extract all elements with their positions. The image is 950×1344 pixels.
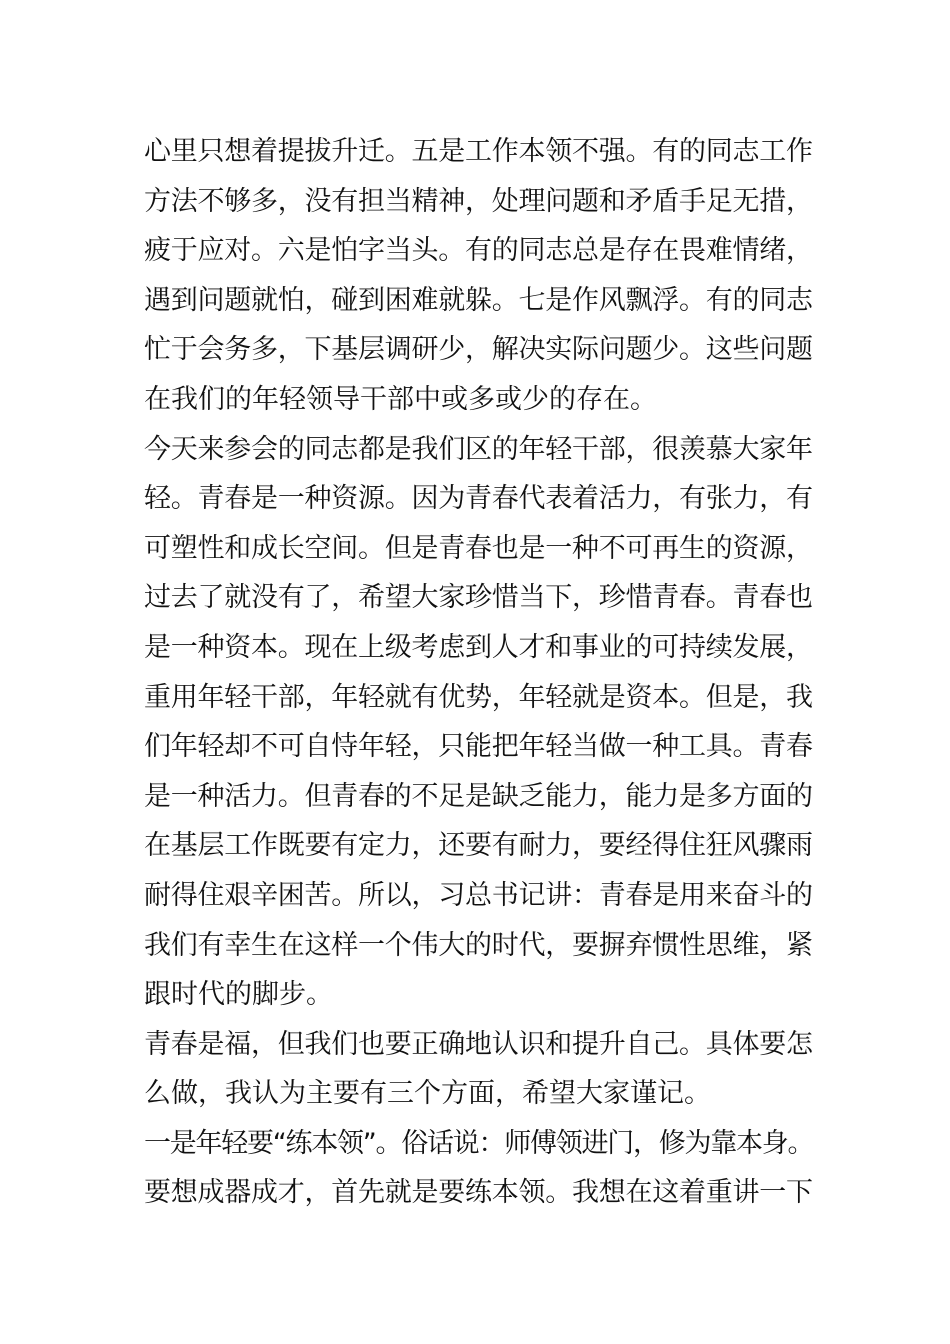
text-line: 轻。青春是一种资源。因为青春代表着活力，有张力，有 <box>144 483 813 515</box>
body-text <box>144 127 816 1218</box>
text-line: 一是年轻要“练本领”。俗话说：师傅领进门，修为靠本身。 <box>144 1127 814 1159</box>
text-line: 心里只想着提拔升迁。五是工作本领不强。有的同志工作 <box>144 136 813 167</box>
text-line: 们年轻却不可自恃年轻，只能把年轻当做一种工具。青春 <box>144 731 813 763</box>
text-line: 今天来参会的同志都是我们区的年轻干部，很羡慕大家年 <box>144 433 813 465</box>
text-line: 耐得住艰辛困苦。所以，习总书记讲：青春是用来奋斗的 <box>144 879 813 911</box>
text-line: 是一种资本。现在上级考虑到人才和事业的可持续发展， <box>144 631 813 663</box>
text-line: 在基层工作既要有定力，还要有耐力，要经得住狂风骤雨 <box>144 830 813 862</box>
text-line: 是一种活力。但青春的不足是缺乏能力，能力是多方面的 <box>144 780 813 812</box>
text-line: 我们有幸生在这样一个伟大的时代，要摒弃惯性思维，紧 <box>144 929 813 961</box>
text-line: 要想成器成才，首先就是要练本领。我想在这着重讲一下 <box>144 1177 813 1209</box>
text-line: 遇到问题就怕，碰到困难就躲。七是作风飘浮。有的同志 <box>144 284 813 316</box>
text-line: 么做，我认为主要有三个方面，希望大家谨记。 <box>144 1078 711 1110</box>
text-line: 青春是福，但我们也要正确地认识和提升自己。具体要怎 <box>144 1028 813 1060</box>
text-line: 跟时代的脚步。 <box>144 979 333 1011</box>
text-line: 方法不够多，没有担当精神，处理问题和矛盾手足无措， <box>144 185 813 217</box>
text-line: 在我们的年轻领导干部中或多或少的存在。 <box>144 383 657 415</box>
text-line: 疲于应对。六是怕字当头。有的同志总是存在畏难情绪， <box>144 235 813 267</box>
text-line: 重用年轻干部，年轻就有优势，年轻就是资本。但是，我 <box>144 681 813 713</box>
text-line: 忙于会务多，下基层调研少，解决实际问题少。这些问题 <box>144 334 813 366</box>
text-line: 过去了就没有了，希望大家珍惜当下，珍惜青春。青春也 <box>144 582 813 614</box>
text-line: 可塑性和成长空间。但是青春也是一种不可再生的资源， <box>144 532 813 564</box>
